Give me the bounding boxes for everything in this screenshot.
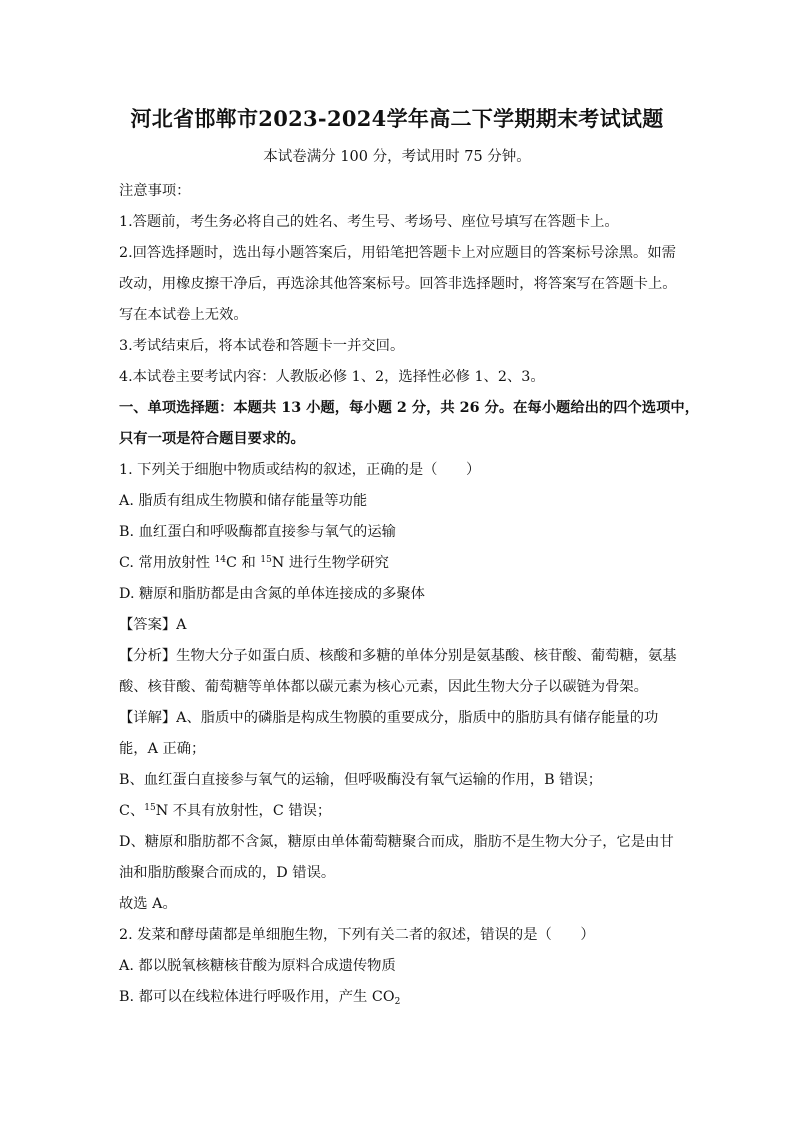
note-2-line-1: 2.回答选择题时，选出每小题答案后，用铅笔把答题卡上对应题目的答案标号涂黑。如需 — [119, 245, 676, 261]
exam-title: 河北省邯郸市2023-2024学年高二下学期期末考试试题 — [130, 106, 664, 131]
note-2-line-3: 写在本试卷上无效。 — [119, 307, 248, 323]
co2-subscript: 2 — [394, 997, 401, 1007]
section-heading-line-1: 一、单项选择题：本题共 13 小题，每小题 2 分，共 26 分。在每小题给出的四个选项中， — [119, 400, 699, 416]
note-4: 4.本试卷主要考试内容：人教版必修 1、2，选择性必修 1、2、3。 — [119, 369, 545, 385]
section-heading-line-2: 只有一项是符合题目要求的。 — [119, 431, 305, 447]
question-1-analysis-line-1: 【分析】生物大分子如蛋白质、核酸和多糖的单体分别是氨基酸、核苷酸、葡萄糖，氨基 — [119, 648, 677, 664]
detail-c-suffix: N 不具有放射性，C 错误； — [155, 803, 332, 819]
option-b-text: B. 都可以在线粒体进行呼吸作用，产生 CO — [119, 989, 395, 1005]
question-1-detail-line-4 — [119, 796, 679, 827]
option-c-middle: C 和 — [226, 555, 261, 571]
note-3: 3.考试结束后，将本试卷和答题卡一并交回。 — [119, 338, 405, 354]
document-body — [119, 176, 699, 1013]
option-c-suffix: N 进行生物学研究 — [271, 555, 389, 571]
isotope-mass-15: 15 — [260, 555, 272, 565]
question-1-answer: 【答案】A — [119, 617, 187, 633]
question-1-option-b: B. 血红蛋白和呼吸酶都直接参与氧气的运输 — [119, 524, 396, 540]
note-2-line-2: 改动，用橡皮擦干净后，再选涂其他答案标号。回答非选择题时，将答案写在答题卡上。 — [119, 276, 677, 292]
question-1-stem: 1. 下列关于细胞中物质或结构的叙述，正确的是（ ） — [119, 462, 481, 478]
question-2-option-b — [119, 982, 679, 1013]
question-2-option-a: A. 都以脱氧核糖核苷酸为原料合成遗传物质 — [119, 958, 396, 974]
option-c-prefix: C. 常用放射性 — [119, 555, 215, 571]
isotope-mass-14: 14 — [214, 555, 227, 565]
question-1-detail-line-3: B、血红蛋白直接参与氧气的运输，但呼吸酶没有氧气运输的作用，B 错误； — [119, 772, 603, 788]
question-1-option-d: D. 糖原和脂肪都是由含氮的单体连接成的多聚体 — [119, 586, 425, 602]
note-1: 1.答题前，考生务必将自己的姓名、考生号、考场号、座位号填写在答题卡上。 — [119, 214, 619, 230]
question-1-detail-line-6: 油和脂肪酸聚合而成的，D 错误。 — [119, 865, 336, 881]
question-1-analysis-line-2: 酸、核苷酸、葡萄糖等单体都以碳元素为核心元素，因此生物大分子以碳链为骨架。 — [119, 679, 648, 695]
question-1-detail-line-1: 【详解】A、脂质中的磷脂是构成生物膜的重要成分，脂质中的脂肪具有储存能量的功 — [119, 710, 659, 726]
question-1-option-a: A. 脂质有组成生物膜和储存能量等功能 — [119, 493, 368, 509]
exam-subtitle: 本试卷满分 100 分，考试用时 75 分钟。 — [263, 149, 531, 165]
notes-heading: 注意事项： — [119, 183, 191, 199]
question-1-option-c — [119, 548, 679, 579]
question-2-stem: 2. 发菜和酵母菌都是单细胞生物，下列有关二者的叙述，错误的是（ ） — [119, 927, 595, 943]
detail-c-prefix: C、 — [119, 803, 145, 819]
question-1-detail-line-5: D、糖原和脂肪都不含氮，糖原由单体葡萄糖聚合而成，脂肪不是生物大分子，它是由甘 — [119, 834, 674, 850]
isotope-mass-15-detail: 15 — [144, 803, 156, 813]
question-1-conclusion: 故选 A。 — [119, 896, 177, 912]
question-1-detail-line-2: 能，A 正确； — [119, 741, 206, 757]
